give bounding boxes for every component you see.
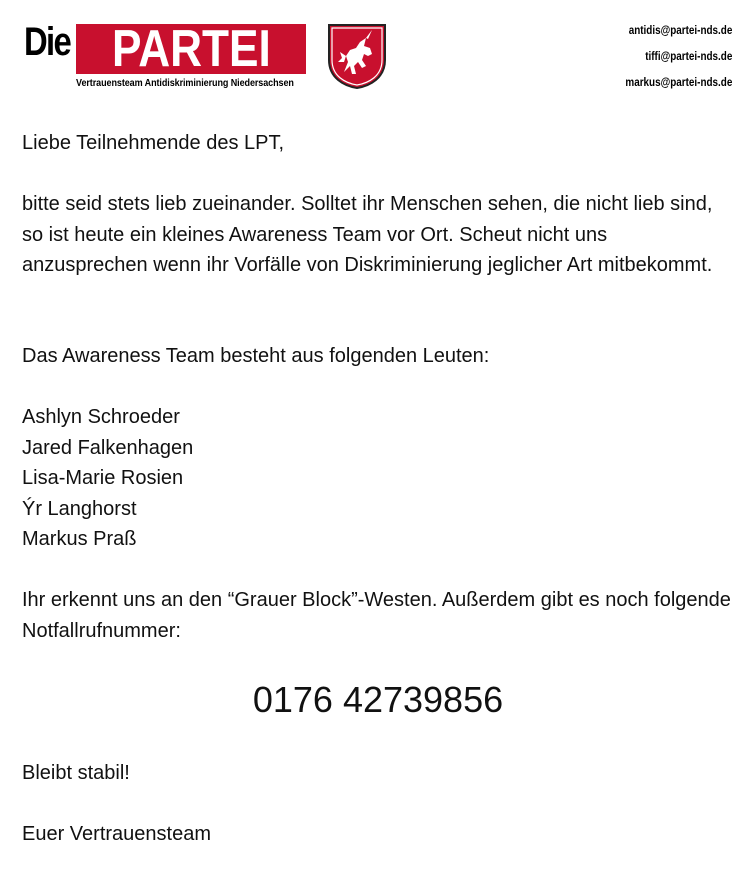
unicorn-crest-icon — [326, 22, 388, 90]
email-markus[interactable]: markus@partei-nds.de — [625, 77, 732, 89]
paragraph-intro: bitte seid stets lieb zueinander. Solltet ihr Menschen sehen, die nicht lieb sind, so ist heute ein kleines Awareness Team vor Ort. Scheut nicht uns anzusprechen wenn ihr Vorfälle von Diskriminierung jeglicher Art mitbekommt. — [22, 193, 713, 276]
list-item: Lisa-Marie Rosien — [22, 467, 184, 489]
contact-emails — [608, 24, 732, 102]
list-item: Ashlyn Schroeder — [22, 406, 180, 428]
team-intro: Das Awareness Team besteht aus folgenden Leuten: — [22, 345, 490, 367]
email-tiffi[interactable]: tiffi@partei-nds.de — [644, 51, 732, 63]
list-item: Jared Falkenhagen — [22, 436, 194, 459]
member-list — [22, 402, 734, 555]
closing: Bleibt stabil! — [22, 762, 130, 784]
logo-subtitle: Vertrauensteam Antidiskriminierung Niedersachsen — [76, 77, 294, 89]
list-item: Markus Praß — [22, 528, 137, 550]
logo-die-text: Die — [24, 20, 71, 64]
list-item: Ýr Langhorst — [22, 497, 137, 520]
email-antidis[interactable]: antidis@partei-nds.de — [628, 25, 732, 37]
signature: Euer Vertrauensteam — [22, 823, 211, 845]
logo-partei-box — [76, 20, 306, 78]
emergency-phone-number[interactable]: 0176 42739856 — [252, 679, 504, 720]
greeting: Liebe Teilnehmende des LPT, — [22, 132, 285, 154]
paragraph-vests: Ihr erkennt uns an den “Grauer Block”-Westen. Außerdem gibt es noch folgende Notfallrufnummer: — [22, 589, 731, 642]
logo-partei-text: PARTEI — [111, 20, 271, 78]
